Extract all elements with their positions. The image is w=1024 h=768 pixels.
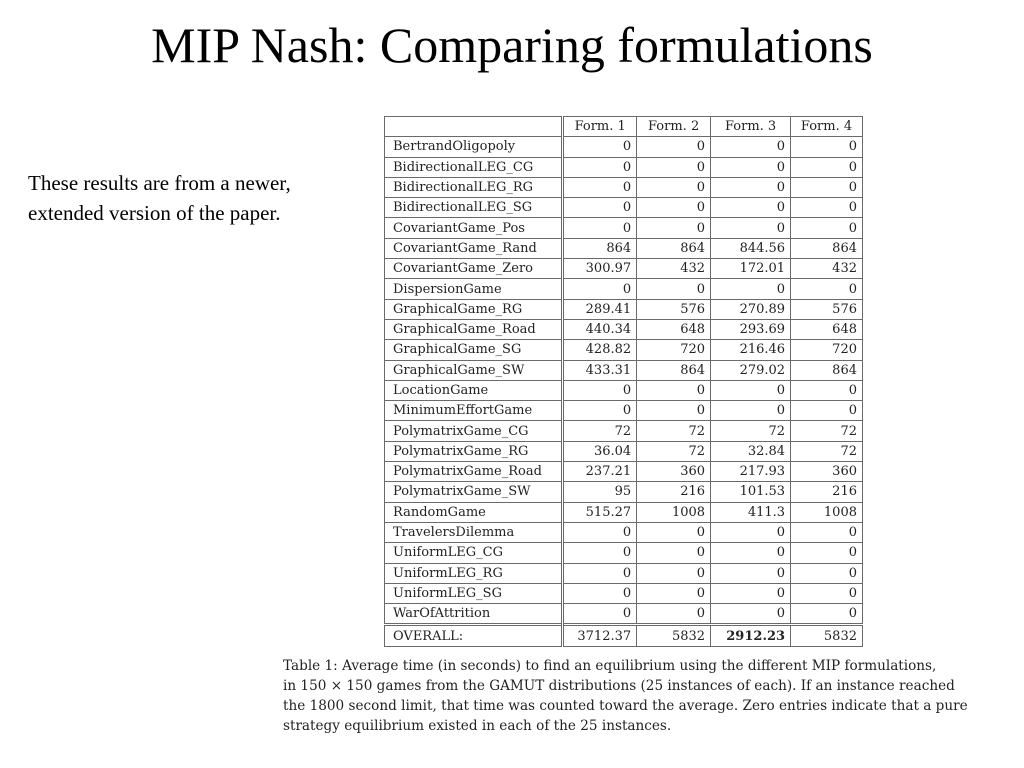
form-1-time-cell: 0 bbox=[563, 522, 637, 542]
form-3-time-cell: 216.46 bbox=[711, 340, 791, 360]
form-2-time-cell: 0 bbox=[637, 604, 711, 625]
header-form-2: Form. 2 bbox=[637, 117, 711, 137]
form-2-time-cell: 648 bbox=[637, 319, 711, 339]
form-2-time-cell: 0 bbox=[637, 157, 711, 177]
slide-title: MIP Nash: Comparing formulations bbox=[151, 17, 873, 73]
form-3-time-cell: 844.56 bbox=[711, 238, 791, 258]
overall-row bbox=[385, 625, 863, 646]
form-2-time-cell: 216 bbox=[637, 482, 711, 502]
form-1-time-cell: 36.04 bbox=[563, 441, 637, 461]
form-4-time-cell: 1008 bbox=[791, 502, 863, 522]
form-1-time-cell: 0 bbox=[563, 543, 637, 563]
table-row bbox=[385, 177, 863, 197]
form-4-time-cell: 0 bbox=[791, 522, 863, 542]
caption-line: Table 1: Average time (in seconds) to find an equilibrium using the different MIP formulations, bbox=[283, 658, 937, 674]
table-row bbox=[385, 340, 863, 360]
form-2-time-cell: 0 bbox=[637, 380, 711, 400]
table-row bbox=[385, 279, 863, 299]
game-name-cell: BidirectionalLEG_CG bbox=[385, 157, 563, 177]
game-name-cell: CovariantGame_Rand bbox=[385, 238, 563, 258]
game-name-cell: PolymatrixGame_Road bbox=[385, 462, 563, 482]
form-3-time-cell: 0 bbox=[711, 563, 791, 583]
form-4-time-cell: 0 bbox=[791, 279, 863, 299]
table-row bbox=[385, 563, 863, 583]
form-4-time-cell: 360 bbox=[791, 462, 863, 482]
form-1-time-cell: 0 bbox=[563, 401, 637, 421]
game-name-cell: UniformLEG_CG bbox=[385, 543, 563, 563]
form-4-time-cell: 72 bbox=[791, 441, 863, 461]
table-row bbox=[385, 137, 863, 157]
table-row bbox=[385, 259, 863, 279]
game-name-cell: WarOfAttrition bbox=[385, 604, 563, 625]
form-4-time-cell: 0 bbox=[791, 604, 863, 625]
form-3-time-cell: 0 bbox=[711, 218, 791, 238]
table-row bbox=[385, 421, 863, 441]
game-name-cell: GraphicalGame_SW bbox=[385, 360, 563, 380]
form-3-time-cell: 270.89 bbox=[711, 299, 791, 319]
form-4-time-cell: 72 bbox=[791, 421, 863, 441]
form-3-time-cell: 0 bbox=[711, 543, 791, 563]
form-2-time-cell: 432 bbox=[637, 259, 711, 279]
form-4-time-cell: 0 bbox=[791, 380, 863, 400]
form-1-time-cell: 433.31 bbox=[563, 360, 637, 380]
form-2-time-cell: 0 bbox=[637, 522, 711, 542]
table-row bbox=[385, 238, 863, 258]
game-name-cell: GraphicalGame_RG bbox=[385, 299, 563, 319]
form-2-time-cell: 0 bbox=[637, 218, 711, 238]
table-row bbox=[385, 380, 863, 400]
side-note-line: These results are from a newer, bbox=[28, 171, 291, 195]
table-caption bbox=[283, 656, 969, 736]
form-2-time-cell: 0 bbox=[637, 563, 711, 583]
form-2-time-cell: 576 bbox=[637, 299, 711, 319]
table-row bbox=[385, 218, 863, 238]
form-3-time-cell: 101.53 bbox=[711, 482, 791, 502]
header-form-4: Form. 4 bbox=[791, 117, 863, 137]
form-3-time-cell: 0 bbox=[711, 401, 791, 421]
form-1-time-cell: 237.21 bbox=[563, 462, 637, 482]
form-3-time-cell: 0 bbox=[711, 522, 791, 542]
form-4-time-cell: 576 bbox=[791, 299, 863, 319]
header-form-1: Form. 1 bbox=[563, 117, 637, 137]
form-1-time-cell: 0 bbox=[563, 380, 637, 400]
form-3-time-cell: 172.01 bbox=[711, 259, 791, 279]
game-name-cell: PolymatrixGame_RG bbox=[385, 441, 563, 461]
form-2-time-cell: 0 bbox=[637, 279, 711, 299]
form-2-time-cell: 720 bbox=[637, 340, 711, 360]
form-3-time-cell: 0 bbox=[711, 198, 791, 218]
form-3-time-cell: 0 bbox=[711, 157, 791, 177]
form-2-time-cell: 0 bbox=[637, 137, 711, 157]
game-name-cell: LocationGame bbox=[385, 380, 563, 400]
form-2-time-cell: 5832 bbox=[637, 625, 711, 646]
form-2-time-cell: 864 bbox=[637, 360, 711, 380]
form-3-time-cell: 279.02 bbox=[711, 360, 791, 380]
form-3-time-cell: 0 bbox=[711, 380, 791, 400]
form-1-time-cell: 0 bbox=[563, 198, 637, 218]
game-name-cell: CovariantGame_Pos bbox=[385, 218, 563, 238]
table-row bbox=[385, 319, 863, 339]
form-3-time-cell: 0 bbox=[711, 279, 791, 299]
table-row bbox=[385, 522, 863, 542]
form-1-time-cell: 0 bbox=[563, 218, 637, 238]
form-1-time-cell: 300.97 bbox=[563, 259, 637, 279]
form-1-time-cell: 0 bbox=[563, 563, 637, 583]
table-row bbox=[385, 583, 863, 603]
game-name-cell: PolymatrixGame_CG bbox=[385, 421, 563, 441]
form-4-time-cell: 432 bbox=[791, 259, 863, 279]
game-name-cell: BidirectionalLEG_RG bbox=[385, 177, 563, 197]
table-row bbox=[385, 360, 863, 380]
form-1-time-cell: 0 bbox=[563, 604, 637, 625]
form-3-time-cell: 2912.23 bbox=[711, 625, 791, 646]
game-name-cell: DispersionGame bbox=[385, 279, 563, 299]
form-4-time-cell: 864 bbox=[791, 360, 863, 380]
game-name-cell: BertrandOligopoly bbox=[385, 137, 563, 157]
form-1-time-cell: 864 bbox=[563, 238, 637, 258]
header-form-3: Form. 3 bbox=[711, 117, 791, 137]
form-3-time-cell: 0 bbox=[711, 137, 791, 157]
table-header-row bbox=[385, 117, 863, 137]
form-4-time-cell: 648 bbox=[791, 319, 863, 339]
game-name-cell: UniformLEG_RG bbox=[385, 563, 563, 583]
form-3-time-cell: 217.93 bbox=[711, 462, 791, 482]
form-1-time-cell: 0 bbox=[563, 583, 637, 603]
form-3-time-cell: 0 bbox=[711, 604, 791, 625]
results-table bbox=[384, 116, 863, 647]
header-corner bbox=[385, 117, 563, 137]
form-4-time-cell: 720 bbox=[791, 340, 863, 360]
form-3-time-cell: 72 bbox=[711, 421, 791, 441]
form-1-time-cell: 3712.37 bbox=[563, 625, 637, 646]
form-1-time-cell: 0 bbox=[563, 157, 637, 177]
form-2-time-cell: 864 bbox=[637, 238, 711, 258]
form-2-time-cell: 1008 bbox=[637, 502, 711, 522]
table-row bbox=[385, 441, 863, 461]
form-1-time-cell: 428.82 bbox=[563, 340, 637, 360]
form-2-time-cell: 0 bbox=[637, 198, 711, 218]
form-1-time-cell: 72 bbox=[563, 421, 637, 441]
game-name-cell: GraphicalGame_SG bbox=[385, 340, 563, 360]
form-4-time-cell: 0 bbox=[791, 157, 863, 177]
table-row bbox=[385, 157, 863, 177]
caption-line: in 150 × 150 games from the GAMUT distributions (25 instances of each). If an instance reached bbox=[283, 678, 955, 694]
form-4-time-cell: 5832 bbox=[791, 625, 863, 646]
form-4-time-cell: 0 bbox=[791, 218, 863, 238]
game-name-cell: OVERALL: bbox=[385, 625, 563, 646]
table-row bbox=[385, 502, 863, 522]
table-row bbox=[385, 462, 863, 482]
form-2-time-cell: 72 bbox=[637, 421, 711, 441]
form-2-time-cell: 0 bbox=[637, 543, 711, 563]
form-4-time-cell: 0 bbox=[791, 177, 863, 197]
form-1-time-cell: 440.34 bbox=[563, 319, 637, 339]
form-3-time-cell: 411.3 bbox=[711, 502, 791, 522]
table-row bbox=[385, 198, 863, 218]
form-3-time-cell: 32.84 bbox=[711, 441, 791, 461]
form-3-time-cell: 0 bbox=[711, 177, 791, 197]
caption-line: the 1800 second limit, that time was counted toward the average. Zero entries indicate that a pure bbox=[283, 698, 968, 714]
game-name-cell: RandomGame bbox=[385, 502, 563, 522]
game-name-cell: CovariantGame_Zero bbox=[385, 259, 563, 279]
table-row bbox=[385, 604, 863, 625]
form-2-time-cell: 0 bbox=[637, 583, 711, 603]
table-row bbox=[385, 299, 863, 319]
game-name-cell: UniformLEG_SG bbox=[385, 583, 563, 603]
side-note bbox=[28, 168, 368, 228]
form-4-time-cell: 0 bbox=[791, 401, 863, 421]
form-4-time-cell: 216 bbox=[791, 482, 863, 502]
table-row bbox=[385, 543, 863, 563]
form-1-time-cell: 289.41 bbox=[563, 299, 637, 319]
form-3-time-cell: 0 bbox=[711, 583, 791, 603]
form-1-time-cell: 95 bbox=[563, 482, 637, 502]
form-2-time-cell: 0 bbox=[637, 401, 711, 421]
form-2-time-cell: 72 bbox=[637, 441, 711, 461]
form-2-time-cell: 0 bbox=[637, 177, 711, 197]
game-name-cell: GraphicalGame_Road bbox=[385, 319, 563, 339]
form-1-time-cell: 0 bbox=[563, 177, 637, 197]
form-4-time-cell: 0 bbox=[791, 563, 863, 583]
form-4-time-cell: 0 bbox=[791, 543, 863, 563]
form-4-time-cell: 0 bbox=[791, 198, 863, 218]
form-4-time-cell: 0 bbox=[791, 137, 863, 157]
table-body bbox=[385, 137, 863, 646]
side-note-line: extended version of the paper. bbox=[28, 201, 281, 225]
caption-line: strategy equilibrium existed in each of the 25 instances. bbox=[283, 718, 672, 734]
table-row bbox=[385, 482, 863, 502]
table-row bbox=[385, 401, 863, 421]
game-name-cell: BidirectionalLEG_SG bbox=[385, 198, 563, 218]
game-name-cell: MinimumEffortGame bbox=[385, 401, 563, 421]
game-name-cell: PolymatrixGame_SW bbox=[385, 482, 563, 502]
form-4-time-cell: 0 bbox=[791, 583, 863, 603]
form-3-time-cell: 293.69 bbox=[711, 319, 791, 339]
form-1-time-cell: 0 bbox=[563, 137, 637, 157]
form-4-time-cell: 864 bbox=[791, 238, 863, 258]
form-1-time-cell: 515.27 bbox=[563, 502, 637, 522]
form-1-time-cell: 0 bbox=[563, 279, 637, 299]
game-name-cell: TravelersDilemma bbox=[385, 522, 563, 542]
form-2-time-cell: 360 bbox=[637, 462, 711, 482]
